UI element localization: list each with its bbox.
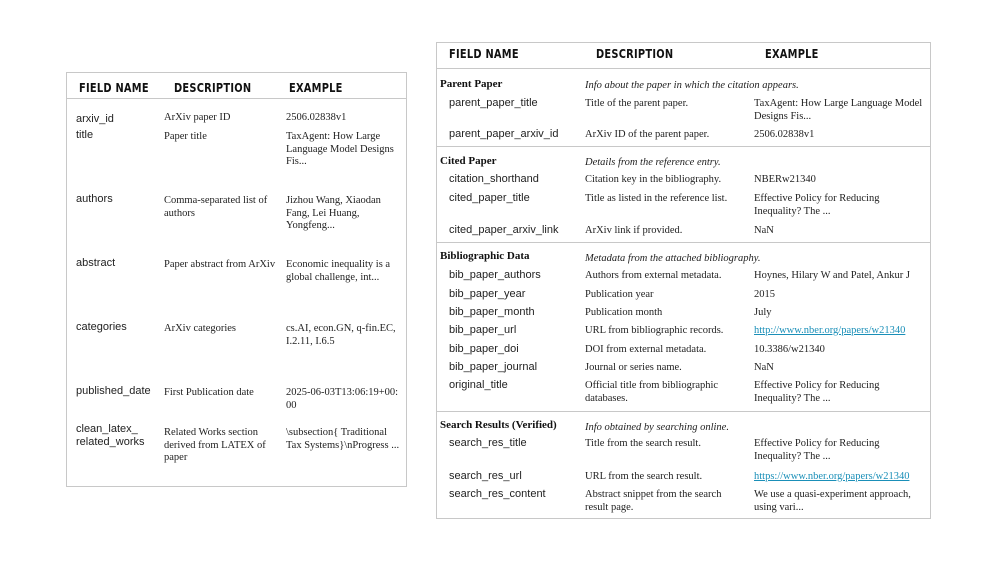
section-title: Bibliographic Data xyxy=(440,250,530,262)
field-example: \subsection{ Traditional Tax Systems}\nProgress ... xyxy=(286,427,400,451)
field-name: bib_paper_journal xyxy=(449,361,538,373)
field-description: Publication year xyxy=(585,289,654,300)
field-example: TaxAgent: How Large Language Model Designs Fis... xyxy=(286,131,394,167)
field-name: title xyxy=(76,129,94,141)
field-name: search_res_url xyxy=(449,470,522,482)
field-description: Authors from external metadata. xyxy=(585,270,722,281)
section-description: Details from the reference entry. xyxy=(585,157,721,168)
section-divider xyxy=(437,146,930,147)
field-name: bib_paper_url xyxy=(449,324,517,336)
field-description: Paper title xyxy=(164,131,207,142)
field-name: abstract xyxy=(76,257,116,269)
right-header-description: DESCRIPTION xyxy=(596,47,674,61)
field-description: Comma-separated list of authors xyxy=(164,195,268,219)
field-description: Related Works section derived from LATEX of paper xyxy=(164,427,266,463)
field-description: ArXiv categories xyxy=(164,323,237,334)
field-example: cs.AI, econ.GN, q-fin.EC, I.2.11, I.6.5 xyxy=(286,323,396,347)
section-divider xyxy=(437,242,930,243)
field-description: Abstract snippet from the search result page. xyxy=(585,489,722,513)
field-description: URL from the search result. xyxy=(585,471,703,482)
field-example: NaN xyxy=(754,362,774,373)
field-name: cited_paper_title xyxy=(449,192,530,204)
section-description: Info about the paper in which the citation appears. xyxy=(585,80,799,91)
field-description: ArXiv link if provided. xyxy=(585,225,683,236)
section-title: Search Results (Verified) xyxy=(440,419,557,431)
left-header-description: DESCRIPTION xyxy=(174,81,252,95)
field-description: ArXiv ID of the parent paper. xyxy=(585,129,710,140)
field-example: NBERw21340 xyxy=(754,174,816,185)
field-example: 10.3386/w21340 xyxy=(754,344,825,355)
field-example: NaN xyxy=(754,225,774,236)
left-header-example: EXAMPLE xyxy=(289,81,343,95)
field-name: bib_paper_month xyxy=(449,306,535,318)
field-description: Title from the search result. xyxy=(585,438,701,449)
field-description: Title of the parent paper. xyxy=(585,98,689,109)
section-description: Metadata from the attached bibliography. xyxy=(585,253,761,264)
section-divider xyxy=(437,411,930,412)
field-description: DOI from external metadata. xyxy=(585,344,707,355)
field-description: URL from bibliographic records. xyxy=(585,325,724,336)
search-res-url-link[interactable]: https://www.nber.org/papers/w21340 xyxy=(754,471,910,482)
field-name: arxiv_id xyxy=(76,113,114,125)
field-example: July xyxy=(754,307,772,318)
right-header-field: FIELD NAME xyxy=(449,47,519,61)
field-name: cited_paper_arxiv_link xyxy=(449,224,559,236)
field-name: categories xyxy=(76,321,127,333)
field-example: Hoynes, Hilary W and Patel, Ankur J xyxy=(754,270,910,281)
field-example: 2506.02838v1 xyxy=(754,129,815,140)
left-header-field: FIELD NAME xyxy=(79,81,149,95)
field-example: Effective Policy for Reducing Inequality? The ... xyxy=(754,193,880,217)
bib-paper-url-link[interactable]: http://www.nber.org/papers/w21340 xyxy=(754,325,906,336)
field-name: clean_latex_ related_works xyxy=(76,423,145,448)
field-example: We use a quasi-experiment approach, using vari... xyxy=(754,489,911,513)
field-name: authors xyxy=(76,193,113,205)
field-description: First Publication date xyxy=(164,387,254,398)
right-header-example: EXAMPLE xyxy=(765,47,819,61)
left-header-divider xyxy=(67,98,406,99)
field-example: 2506.02838v1 xyxy=(286,112,347,123)
field-description: Citation key in the bibliography. xyxy=(585,174,722,185)
field-example: Effective Policy for Reducing Inequality? The ... xyxy=(754,438,880,462)
field-example: 2025-06-03T13:06:19+00:00 xyxy=(286,387,399,411)
field-name: bib_paper_year xyxy=(449,288,526,300)
field-example: Effective Policy for Reducing Inequality? The ... xyxy=(754,380,880,404)
field-example: Economic inequality is a global challenge, int... xyxy=(286,259,391,283)
field-description: Title as listed in the reference list. xyxy=(585,193,728,204)
field-name: bib_paper_authors xyxy=(449,269,541,281)
field-name: parent_paper_arxiv_id xyxy=(449,128,559,140)
citation-fields-table xyxy=(436,42,931,519)
field-example: 2015 xyxy=(754,289,775,300)
field-name: citation_shorthand xyxy=(449,173,539,185)
section-title: Cited Paper xyxy=(440,155,497,167)
right-header-divider xyxy=(437,68,930,69)
field-name: parent_paper_title xyxy=(449,97,538,109)
field-name: published_date xyxy=(76,385,151,397)
field-name: bib_paper_doi xyxy=(449,343,519,355)
field-description: Publication month xyxy=(585,307,663,318)
arxiv-fields-table xyxy=(66,72,407,487)
section-description: Info obtained by searching online. xyxy=(585,422,729,433)
field-name: search_res_title xyxy=(449,437,527,449)
field-description: Paper abstract from ArXiv xyxy=(164,259,276,270)
field-description: Official title from bibliographic databases. xyxy=(585,380,719,404)
field-name: search_res_content xyxy=(449,488,546,500)
field-example: TaxAgent: How Large Language Model Designs Fis... xyxy=(754,98,923,122)
field-name: original_title xyxy=(449,379,508,391)
section-title: Parent Paper xyxy=(440,78,503,90)
field-example: Jizhou Wang, Xiaodan Fang, Lei Huang, Yongfeng... xyxy=(286,195,381,231)
field-description: ArXiv paper ID xyxy=(164,112,231,123)
field-description: Journal or series name. xyxy=(585,362,682,373)
